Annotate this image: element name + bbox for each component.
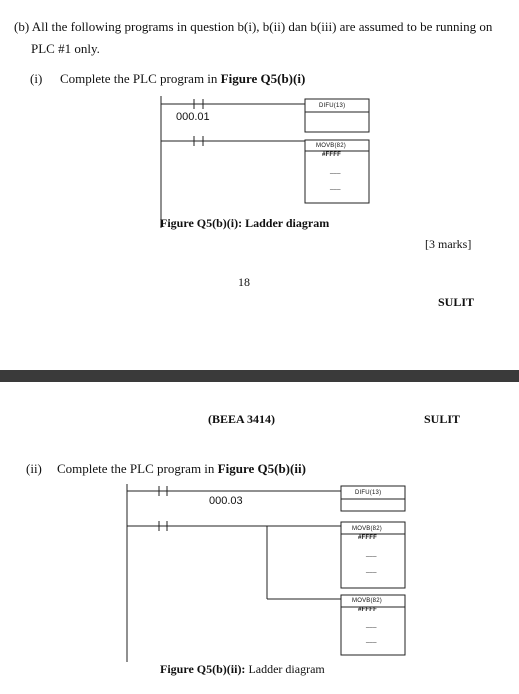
figure-i-caption: Figure Q5(b)(i): Ladder diagram: [160, 216, 330, 230]
movb-block-1-blank-2: ___: [366, 567, 377, 573]
movb-block-2-blank-1: ___: [366, 622, 377, 628]
movb-block-2-operand-ii: #FFFF: [358, 607, 377, 613]
difu-block-label: DIFU(13): [319, 103, 346, 109]
sulit-footer: SULIT: [438, 295, 475, 309]
contact-1-address-ii: 000.03: [209, 495, 243, 507]
figure-ii-caption: [160, 662, 325, 677]
movb-block-1-blank-1: ___: [366, 551, 377, 557]
figure-ii-caption-rest: Ladder diagram: [245, 662, 325, 676]
difu-block-label-ii: DIFU(13): [355, 490, 382, 496]
course-code: (BEEA 3414): [208, 412, 276, 426]
question-text-line1: (b) All the following programs in question b(i), b(ii) dan b(iii) are assumed to be running on: [14, 19, 493, 34]
question-text-line2: PLC #1 only.: [31, 41, 100, 56]
movb-block-2-label-ii: MOVB(82): [352, 598, 382, 604]
movb-block-1-operand-ii: #FFFF: [358, 535, 377, 541]
marks: [3 marks]: [425, 237, 472, 251]
figure-ii-caption-bold: Figure Q5(b)(ii):: [160, 662, 246, 676]
sulit-header: SULIT: [424, 412, 461, 426]
part-i-figure-ref: Figure Q5(b)(i): [220, 71, 306, 86]
contact-1-address: 000.01: [176, 111, 210, 123]
movb-block-2-blank-2: ___: [366, 637, 377, 643]
part-i-number: (i): [30, 71, 43, 86]
part-ii-text: Complete the PLC program in: [57, 461, 218, 476]
movb-block-1-label-ii: MOVB(82): [352, 526, 382, 532]
part-i-text: Complete the PLC program in: [60, 71, 221, 86]
movb-operand: #FFFF: [322, 152, 341, 158]
movb-blank-1: ___: [330, 168, 341, 174]
movb-blank-2: ___: [330, 184, 341, 190]
page-number: 18: [238, 275, 250, 289]
part-ii-number: (ii): [26, 461, 42, 476]
movb-block-label: MOVB(82): [316, 143, 346, 149]
part-ii-figure-ref: Figure Q5(b)(ii): [217, 461, 306, 476]
